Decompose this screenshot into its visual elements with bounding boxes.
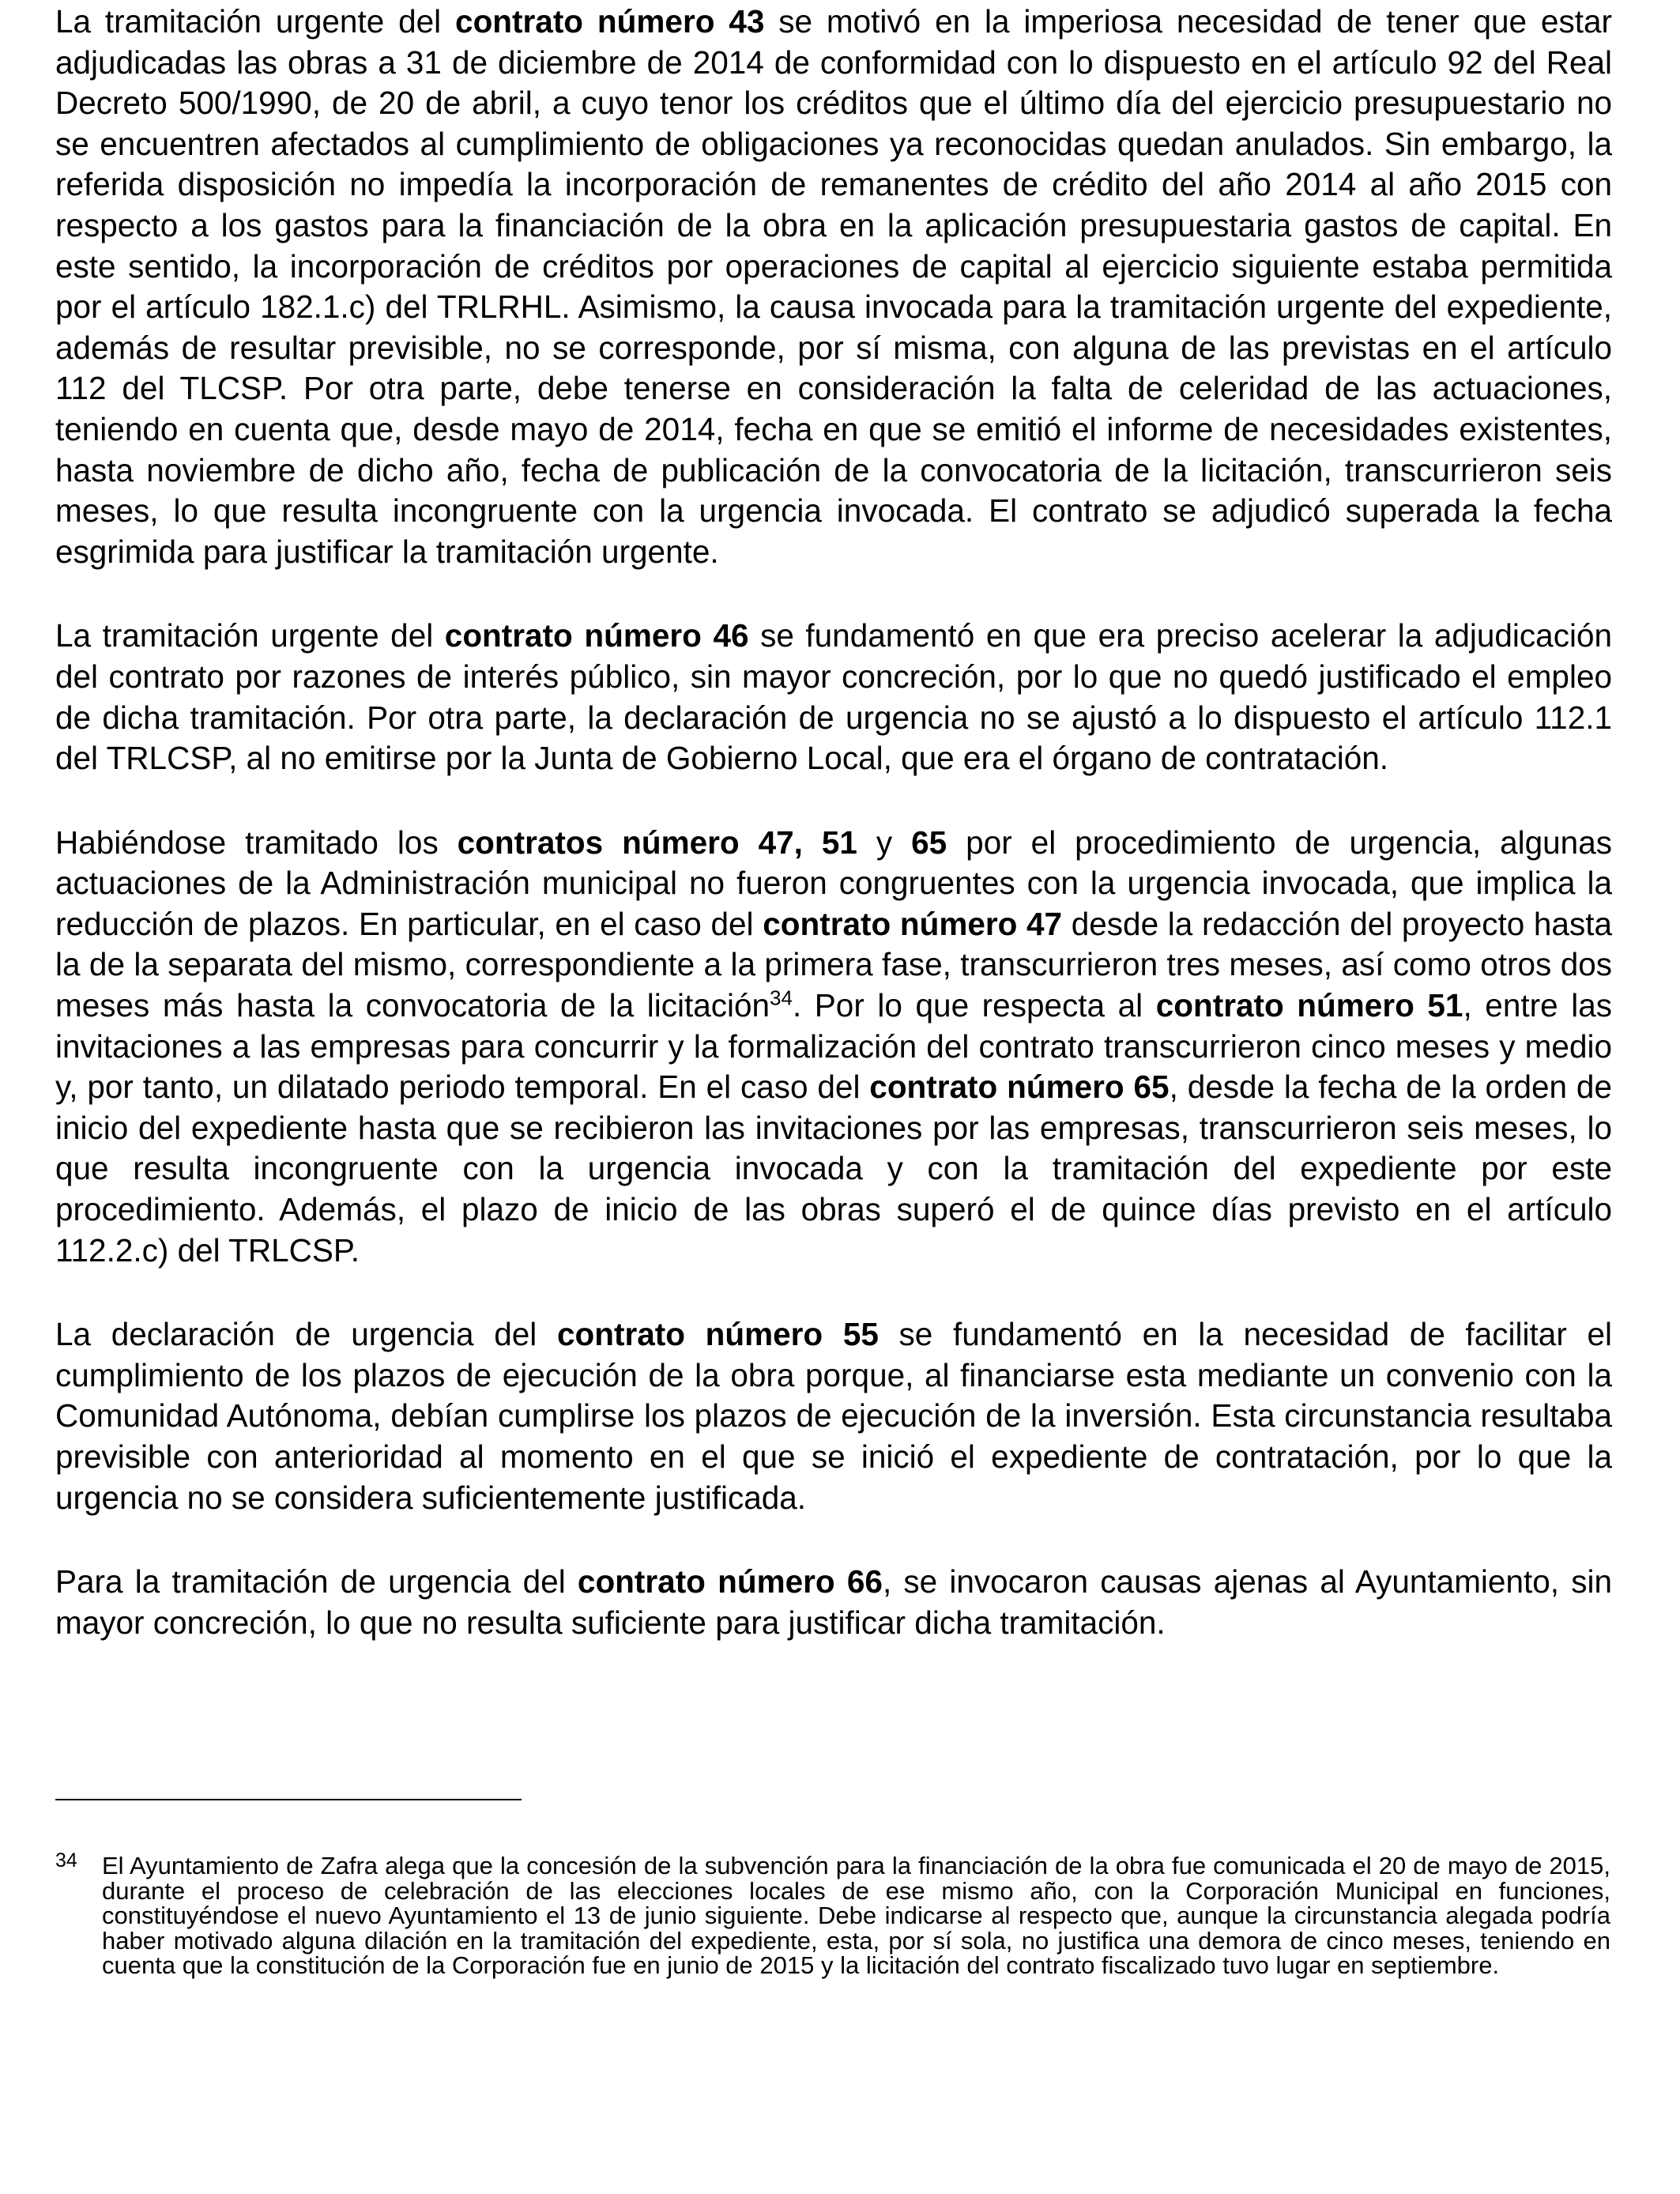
paragraph-text: . Por lo que respecta al — [792, 987, 1156, 1024]
paragraph-text: La tramitación urgente del — [55, 617, 445, 654]
paragraph-text: Para la tramitación de urgencia del — [55, 1563, 578, 1600]
bold-contract-reference: contratos número 47, 51 — [457, 824, 857, 861]
document-page — [55, 2, 1612, 1687]
bold-contract-reference: contrato número 51 — [1155, 987, 1463, 1024]
paragraph-text: La tramitación urgente del — [55, 3, 456, 40]
bold-contract-reference: contrato número 46 — [444, 617, 749, 654]
footnote-separator — [55, 1799, 522, 1800]
bold-contract-reference: contrato número 65 — [869, 1069, 1170, 1106]
footnote — [55, 1849, 1610, 1979]
bold-contract-reference: contrato número 43 — [455, 3, 765, 40]
paragraph-text: La declaración de urgencia del — [55, 1316, 557, 1353]
footnote-reference: 34 — [770, 986, 793, 1010]
paragraph-contratos-47-51-65 — [55, 823, 1612, 1272]
footnote-text: El Ayuntamiento de Zafra alega que la concesión de la subvención para la financiación de la obra fue comunicada el 20 de mayo de 2015, durante el proceso de celebración de las elecciones locales de ese mismo año, con la Corporación Municipal en funciones, constituyéndose el nuevo Ayuntamiento el 13 de junio siguiente. Debe indicarse al respecto que, aunque la circunstancia alegada podría haber motivado alguna dilación en la tramitación del expediente, esta, por sí sola, no justifica una demora de cinco meses, teniendo en cuenta que la constitución de la Corporación fue en junio de 2015 y la licitación del contrato fiscalizado tuvo lugar en septiembre. — [102, 1852, 1610, 1979]
bold-contract-reference: contrato número 66 — [577, 1563, 883, 1600]
paragraph-text: , desde la fecha de la orden de inicio del expediente hasta que se recibieron las invitaciones por las empresas, transcurrieron seis meses, lo que resulta incongruente con la urgencia invocada y con la tramitación del expediente por este procedimiento. Además, el plazo de inicio de las obras superó el de quince días previsto en el artículo 112.2.c) del TRLCSP. — [55, 1069, 1612, 1269]
footnote-number: 34 — [55, 1849, 77, 1872]
paragraph-text: Habiéndose tramitado los — [55, 824, 458, 861]
paragraph-text: , se invocaron causas ajenas al Ayuntamiento, sin mayor concreción, lo que no resulta suficiente para justificar dicha tramitación. — [55, 1563, 1613, 1641]
paragraph-text: por el procedimiento de urgencia, algunas actuaciones de la Administración municipal no fueron congruentes con la urgencia invocada, que implica la reducción de plazos. En particular, en el caso del — [55, 824, 1612, 942]
paragraph-contrato-66 — [55, 1562, 1612, 1643]
bold-contract-reference: 65 — [911, 824, 947, 861]
paragraph-text: se motivó en la imperiosa necesidad de tener que estar adjudicadas las obras a 31 de diciembre de 2014 de conformidad con lo dispuesto en el artículo 92 del Real Decreto 500/1990, de 20 de abril, a cuyo tenor los créditos que el último día del ejercicio presupuestario no se encuentren afectados al cumplimiento de obligaciones ya reconocidas quedan anulados. Sin embargo, la referida disposición no impedía la incorporación de remanentes de crédito del año 2014 al año 2015 con respecto a los gastos para la financiación de la obra en la aplicación presupuestaria gastos de capital. En este sentido, la incorporación de créditos por operaciones de capital al ejercicio siguiente estaba permitida por el artículo 182.1.c) del TRLRHL. Asimismo, la causa invocada para la tramitación urgente del expediente, además de resultar previsible, no se corresponde, por sí misma, con alguna de las previstas en el artículo 112 del TLCSP. Por otra parte, debe tenerse en consideración la falta de celeridad de las actuaciones, teniendo en cuenta que, desde mayo de 2014, fecha en que se emitió el informe de necesidades existentes, hasta noviembre de dicho año, fecha de publicación de la convocatoria de la licitación, transcurrieron seis meses, lo que resulta incongruente con la urgencia invocada. El contrato se adjudicó superada la fecha esgrimida para justificar la tramitación urgente. — [55, 3, 1612, 570]
paragraph-contrato-55 — [55, 1314, 1612, 1518]
paragraph-text: se fundamentó en que era preciso acelerar la adjudicación del contrato por razones de interés público, sin mayor concreción, por lo que no quedó justificado el empleo de dicha tramitación. Por otra parte, la declaración de urgencia no se ajustó a lo dispuesto el artículo 112.1 del TRLCSP, al no emitirse por la Junta de Gobierno Local, que era el órgano de contratación. — [55, 617, 1612, 777]
paragraph-contrato-43 — [55, 2, 1612, 572]
paragraph-contrato-46 — [55, 616, 1612, 778]
paragraph-text: , entre las invitaciones a las empresas para concurrir y la formalización del contrato transcurrieron cinco meses y medio y, por tanto, un dilatado periodo temporal. En el caso del — [55, 987, 1612, 1106]
paragraph-text: y — [857, 824, 912, 861]
bold-contract-reference: contrato número 47 — [763, 905, 1063, 942]
paragraph-text: desde la redacción del proyecto hasta la de la separata del mismo, correspondiente a la primera fase, transcurrieron tres meses, así como otros dos meses más hasta la convocatoria de la licitación — [55, 905, 1612, 1024]
bold-contract-reference: contrato número 55 — [556, 1316, 879, 1353]
paragraph-text: se fundamentó en la necesidad de facilitar el cumplimiento de los plazos de ejecución de la obra porque, al financiarse esta mediante un convenio con la Comunidad Autónoma, debían cumplirse los plazos de ejecución de la inversión. Esta circunstancia resultaba previsible con anterioridad al momento en el que se inició el expediente de contratación, por lo que la urgencia no se considera suficientemente justificada. — [55, 1316, 1612, 1516]
